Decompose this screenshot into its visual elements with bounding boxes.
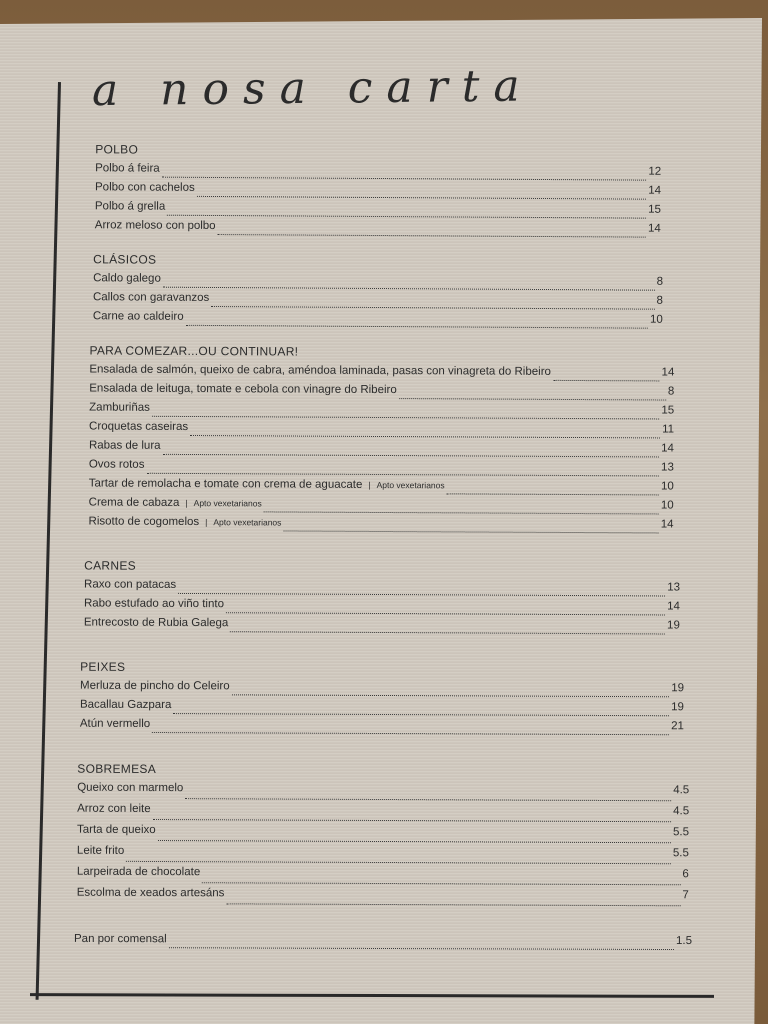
menu-item [89, 515, 674, 537]
leader-dots [169, 946, 674, 950]
item-price: 8 [656, 294, 663, 307]
section-title: SOBREMESA [77, 761, 157, 777]
leader-dots [211, 305, 654, 310]
menu-item [74, 933, 692, 954]
item-price: 11 [662, 423, 675, 436]
menu-item [77, 866, 689, 890]
item-name: Merluza de pincho do Celeiro [80, 679, 230, 693]
item-name: Ovos rotos [88, 458, 145, 471]
leader-dots [152, 731, 669, 735]
section-carnes [84, 558, 680, 638]
leader-dots [126, 860, 671, 864]
item-name: Carne ao caldeiro [92, 310, 184, 323]
item-price: 15 [648, 203, 661, 216]
item-name: Raxo con patacas [84, 578, 177, 591]
item-price: 14 [647, 222, 661, 235]
item-price: 14 [661, 442, 674, 455]
item-name: Zamburiñas [89, 401, 150, 414]
item-price: 1.5 [675, 935, 693, 948]
leader-dots [218, 233, 646, 238]
item-price: 19 [667, 619, 680, 632]
section-title: CARNES [84, 558, 137, 573]
item-name: Pan por comensal [73, 932, 167, 946]
item-name: Tartar de remolacha e tomate con crema de aguacate [88, 477, 363, 491]
section-peixes [80, 660, 684, 740]
menu-title: a nosa carta [91, 60, 534, 117]
leader-dots [158, 839, 671, 843]
item-name: Caldo galego [93, 272, 161, 285]
item-name: Polbo con cachelos [94, 181, 195, 194]
section-sobremesa [77, 762, 690, 911]
item-price: 8 [656, 275, 664, 288]
item-price: 10 [660, 499, 674, 512]
item-name: Leite frito [76, 844, 125, 857]
leader-dots [226, 902, 680, 906]
leader-dots [173, 712, 669, 716]
section-pan [74, 933, 692, 954]
vegetarian-note: | Apto vexetarianos [368, 480, 444, 490]
leader-dots [163, 286, 655, 291]
item-price: 14 [661, 366, 675, 379]
leader-dots [162, 176, 647, 181]
item-price: 10 [650, 313, 663, 326]
section-title: CLÁSICOS [93, 252, 157, 267]
menu-item [80, 699, 684, 721]
item-name: Escolma de xeados artesáns [76, 886, 225, 900]
leader-dots [167, 214, 646, 219]
item-name: Polbo á grella [94, 200, 166, 213]
item-name: Ensalada de salmón, queixo de cabra, améndoa laminada, pasas con vinagreta do Ribeiro [89, 363, 551, 378]
item-name: Arroz con leite [77, 802, 151, 815]
leader-dots [226, 611, 665, 615]
menu-item [95, 219, 661, 241]
item-price: 21 [671, 720, 684, 733]
leader-dots [146, 472, 659, 477]
item-name: Tarta de queixo [76, 823, 156, 837]
leader-dots [152, 415, 659, 420]
leader-dots [447, 492, 659, 495]
item-name: Rabo estufado ao viño tinto [83, 597, 225, 611]
item-price: 19 [671, 682, 685, 695]
item-name: Polbo á feira [95, 162, 160, 175]
item-name: Risotto de cogomelos [88, 515, 200, 529]
item-name: Queixo con marmelo [77, 781, 184, 795]
leader-dots [178, 592, 665, 597]
leader-dots [202, 881, 680, 885]
item-name: Bacallau Gazpara [79, 698, 172, 712]
item-name: Croquetas caseiras [89, 420, 189, 433]
item-name: Atún vermello [79, 717, 151, 730]
section-polbo [95, 142, 662, 241]
menu-item [80, 718, 684, 740]
item-price: 5.5 [672, 826, 690, 839]
item-name: Callos con garavanzos [92, 291, 210, 304]
item-price: 15 [661, 404, 675, 417]
section-title: PEIXES [80, 659, 126, 674]
leader-dots [264, 510, 659, 514]
leader-dots [197, 195, 646, 200]
item-name: Larpeirada de chocolate [76, 865, 201, 879]
menu-item [77, 824, 689, 848]
menu-item [77, 845, 689, 869]
item-name: Rabas de lura [88, 439, 161, 452]
leader-dots [230, 630, 665, 634]
item-name: Ensalada de leituga, tomate e cebola con vinagre do Ribeiro [89, 382, 397, 397]
vegetarian-note: | Apto vexetarianos [185, 498, 261, 508]
menu-item [80, 680, 684, 702]
menu-item [77, 803, 689, 827]
vegetarian-note: | Apto vexetarianos [205, 517, 281, 527]
leader-dots [190, 434, 660, 438]
section-clasicos [93, 252, 663, 332]
item-price: 10 [660, 480, 674, 493]
item-price: 12 [648, 165, 662, 178]
item-price: 7 [682, 889, 689, 902]
item-name: Entrecosto de Rubia Galega [83, 616, 229, 630]
menu-item [84, 616, 680, 638]
section-para-comezar [89, 343, 675, 537]
leader-dots [399, 397, 666, 400]
item-price: 13 [667, 581, 681, 594]
section-title: POLBO [95, 142, 139, 157]
leader-dots [186, 324, 648, 329]
item-price: 14 [667, 600, 680, 613]
menu-item [77, 782, 689, 806]
section-title: PARA COMEZAR...OU CONTINUAR! [89, 343, 299, 359]
item-price: 14 [660, 518, 674, 531]
leader-dots [163, 453, 660, 458]
item-name: Arroz meloso con polbo [94, 219, 216, 233]
item-price: 6 [682, 868, 689, 881]
item-price: 8 [667, 385, 675, 398]
leader-dots [283, 529, 658, 533]
leader-dots [185, 797, 671, 801]
item-price: 19 [671, 701, 684, 714]
menu-item [93, 310, 663, 332]
item-price: 14 [648, 184, 662, 197]
leader-dots [153, 818, 671, 822]
item-price: 4.5 [673, 784, 690, 797]
item-price: 5.5 [672, 847, 689, 860]
item-price: 4.5 [673, 805, 690, 818]
menu-item [77, 887, 689, 911]
leader-dots [553, 379, 660, 382]
item-price: 13 [661, 461, 674, 474]
leader-dots [232, 693, 670, 697]
item-name: Crema de cabaza [88, 496, 180, 509]
